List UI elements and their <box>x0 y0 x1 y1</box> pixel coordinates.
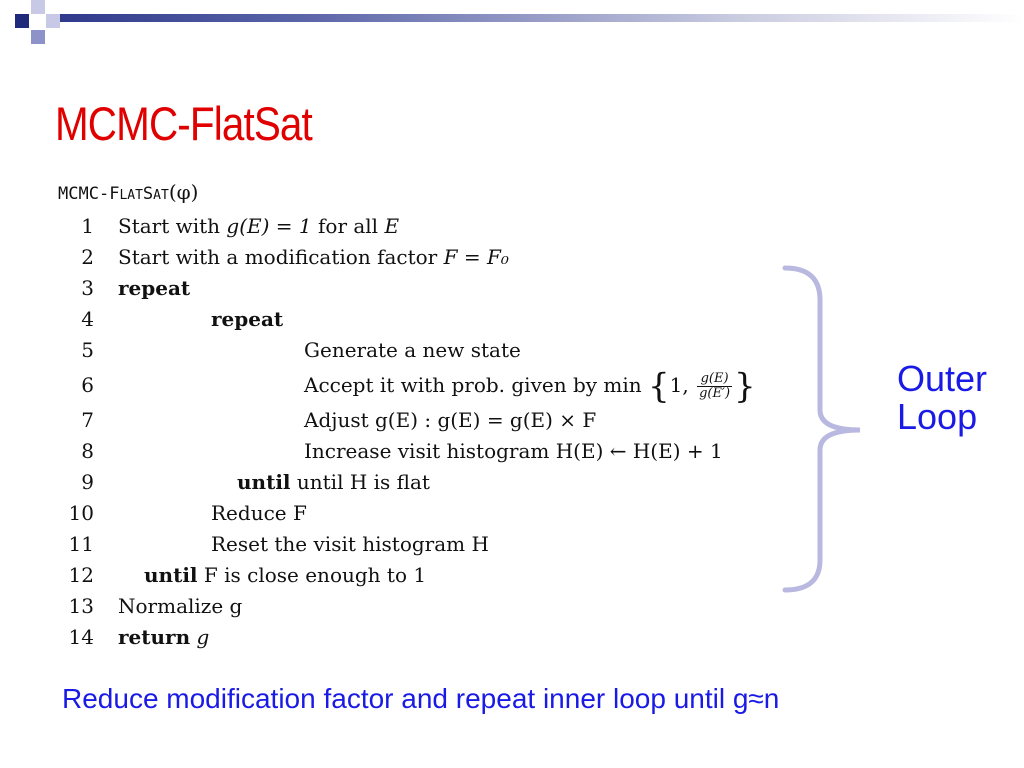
header-square-light <box>31 0 45 14</box>
algorithm-header: MCMC-FLATSAT(φ) <box>58 180 199 204</box>
header-bar <box>60 14 1024 22</box>
probability-fraction: $\frac{g(E)}{g(E')}$ <box>699 371 731 401</box>
header-square-mid <box>31 30 45 44</box>
header-square-light <box>46 14 60 28</box>
header-square-dark <box>15 14 29 28</box>
outer-loop-label: Outer Loop <box>897 358 988 437</box>
outer-loop-bracket <box>775 260 885 600</box>
slide-title: MCMC-FlatSat <box>55 97 312 150</box>
footer-caption: Reduce modification factor and repeat inner loop until g≈n <box>62 683 780 714</box>
